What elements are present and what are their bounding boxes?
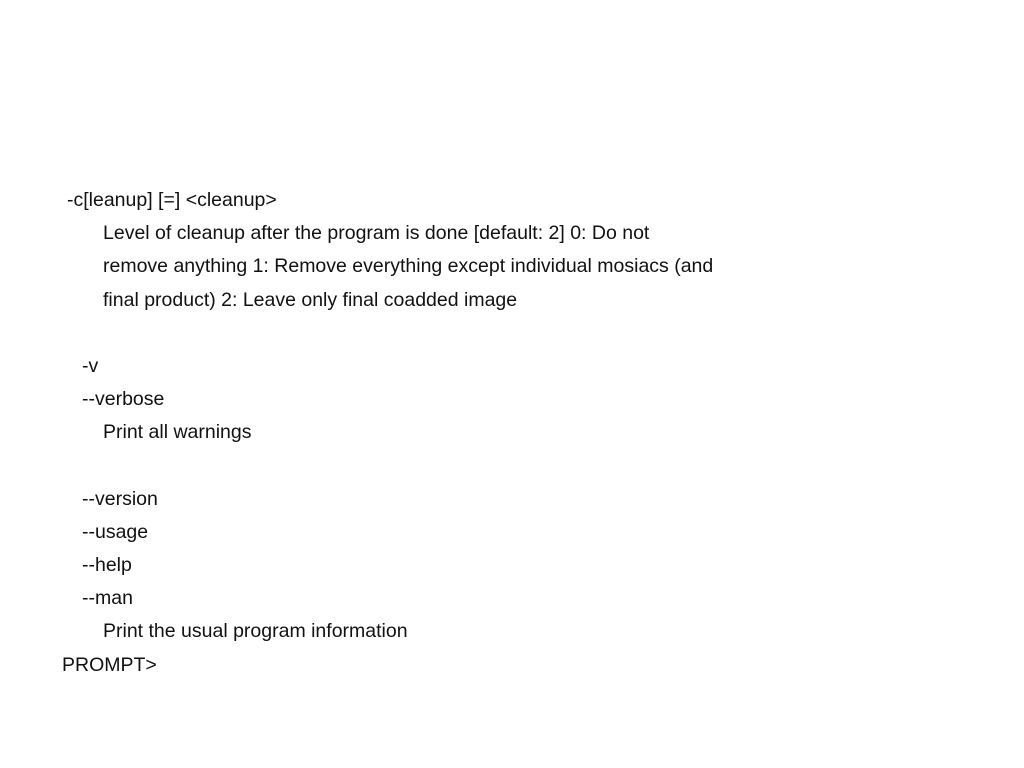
spacer (0, 450, 1024, 483)
verbose-long-option: --verbose (82, 388, 165, 411)
verbose-description: Print all warnings (103, 421, 252, 444)
cleanup-option: -c[leanup] [=] <cleanup> (67, 189, 277, 211)
terminal-output (0, 184, 1024, 682)
usage-option: --usage (82, 520, 149, 543)
cleanup-description-line: final product) 2: Leave only final coadded image (103, 288, 518, 311)
cleanup-description-line: remove anything 1: Remove everything except individual mosiacs (and (103, 255, 714, 278)
spacer (0, 317, 1024, 350)
cleanup-description-line: Level of cleanup after the program is done [default: 2] 0: Do not (103, 222, 650, 245)
command-prompt[interactable]: PROMPT> (62, 653, 157, 676)
man-option: --man (82, 587, 133, 610)
info-description: Print the usual program information (103, 620, 408, 643)
help-option: --help (82, 554, 132, 577)
verbose-short-option: -v (82, 354, 99, 377)
version-option: --version (82, 487, 158, 510)
